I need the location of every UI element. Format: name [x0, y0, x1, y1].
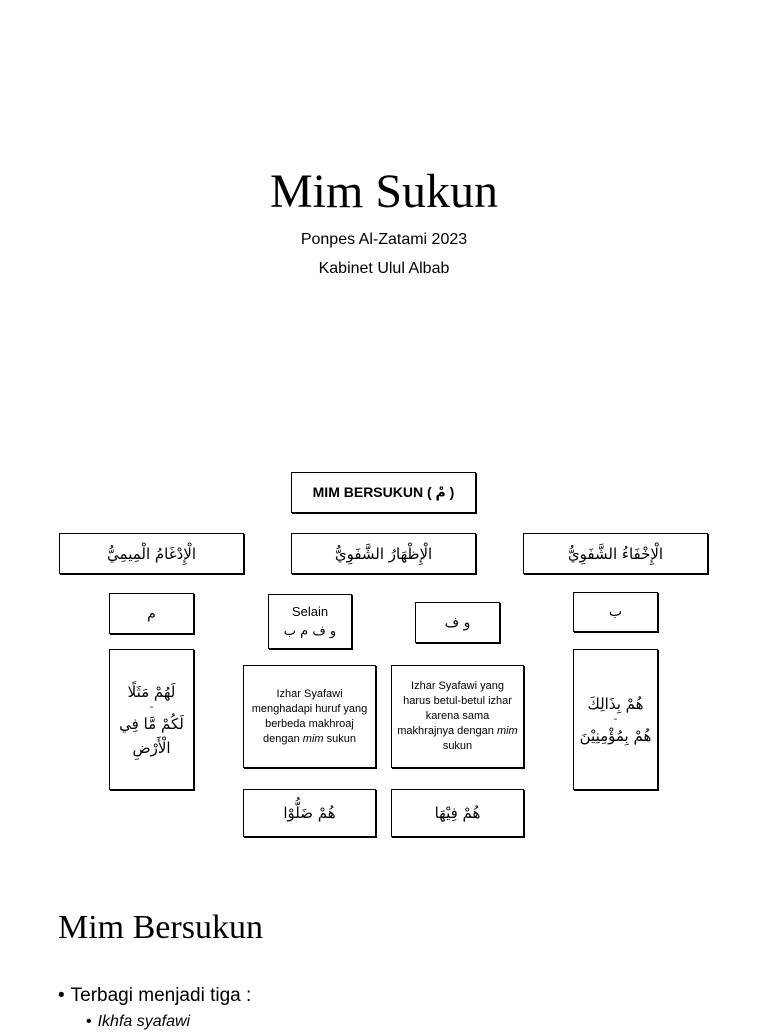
subtitle-line-2: Kabinet Ulul Albab [318, 260, 450, 277]
bullet-dot: • [58, 985, 65, 1006]
examples-ikhfa [573, 649, 658, 790]
example-izhar-waw-fa-label: هُمْ فِيْهَا [434, 804, 481, 822]
example-idgham-separator: - [149, 701, 154, 713]
letters-ikhfa-label: ب [608, 604, 623, 620]
letters-izhar-selain [268, 594, 352, 649]
example-ikhfa-separator: - [613, 713, 618, 725]
sub-bullet-dot: • [86, 1013, 92, 1030]
sub-bullet-text: Ikhfa syafawi [97, 1013, 191, 1030]
example-idgham-line-4: الْأَرْضِ [132, 738, 171, 757]
category-ikhfa-syafawi [523, 533, 708, 574]
category-izhar-label: الْإِظْهَارُ الشَّفَوِيُّ [334, 544, 433, 563]
example-idgham-line-1: لَهُمْ مَثَلًا [127, 682, 176, 701]
bullet-text: Terbagi menjadi tiga : [70, 985, 252, 1006]
example-izhar-syafawi [243, 789, 376, 837]
example-ikhfa-line-1: هُمْ بِذَالِكَ [587, 694, 644, 713]
example-idgham-line-3: لَكُمْ مَّا فِي [119, 714, 184, 733]
description-izhar-waw-fa [391, 665, 524, 768]
example-ikhfa-line-3: هُمْ بِمُؤْمِنِيْنَ [579, 726, 652, 745]
examples-idgham [109, 649, 194, 790]
section-title-mim-bersukun: Mim Bersukun [58, 909, 263, 946]
sub-bullet-item [86, 1012, 190, 1032]
example-izhar-waw-fa [391, 789, 524, 837]
subtitle-line-1: Ponpes Al-Zatami 2023 [300, 231, 468, 248]
root-node-mim-bersukun [291, 472, 476, 513]
category-ikhfa-label: الْإِخْفَاءُ الشَّفَوِيُّ [567, 544, 664, 563]
slide-title: Mim Sukun [269, 165, 499, 218]
category-idgham-label: الْإِدْغَامُ الْمِيمِيُّ [107, 544, 196, 563]
category-izhar-syafawi [291, 533, 476, 574]
letters-idgham-label: م [147, 605, 156, 622]
letters-izhar-waw-fa-label: و ف [444, 614, 471, 631]
description-izhar-waw-fa-text: Izhar Syafawi yang harus betul-betul izhar karena sama makhrajnya dengan mim sukun [397, 680, 518, 752]
letters-izhar-waw-fa [415, 602, 500, 643]
letters-izhar-selain-letters: و ف م ب [283, 623, 337, 639]
description-izhar-text: Izhar Syafawi menghadapi huruf yang berbeda makhroaj dengan mim sukun [251, 687, 368, 745]
letters-izhar-selain-label: Selain [291, 603, 329, 619]
letters-ikhfa [573, 592, 658, 632]
description-izhar-syafawi [243, 665, 376, 768]
root-node-label: MIM BERSUKUN ( مْ ) [312, 484, 455, 500]
category-idgham-mimi [59, 533, 244, 574]
bullet-item [58, 984, 251, 1008]
example-izhar-label: هُمْ ضَلُّوْا [283, 804, 336, 822]
letters-idgham [109, 593, 194, 634]
